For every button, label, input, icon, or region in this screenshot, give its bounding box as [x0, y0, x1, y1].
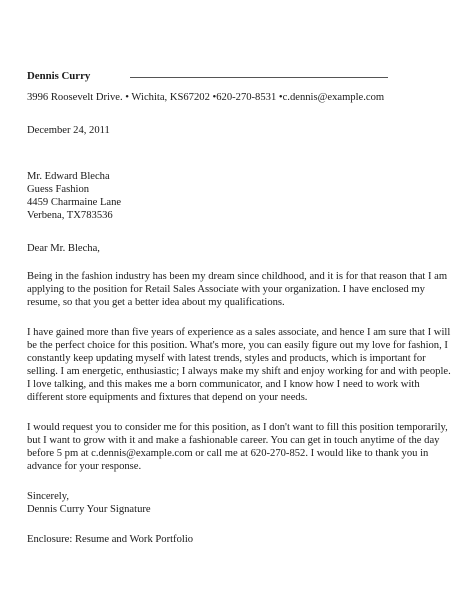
sender-address: 3996 Roosevelt Drive. • Wichita, KS67202 •620-270-8531 •c.dennis@example.com — [27, 92, 385, 103]
signature: Dennis Curry Your Signature — [27, 504, 151, 515]
paragraph-line: different store equipments and fixtures that depend on your needs. — [27, 392, 308, 403]
paragraph-line: resume, so that you get a better idea about my qualifications. — [27, 297, 285, 308]
recipient-line: Mr. Edward Blecha — [27, 171, 110, 182]
letterhead — [27, 70, 447, 84]
recipient-line: 4459 Charmaine Lane — [27, 197, 122, 208]
closing — [27, 490, 447, 516]
letter-date: December 24, 2011 — [27, 125, 110, 136]
salutation: Dear Mr. Blecha, — [27, 243, 100, 254]
body-paragraph-2 — [27, 326, 451, 404]
recipient-line: Guess Fashion — [27, 184, 90, 195]
paragraph-line: advance for your response. — [27, 461, 142, 472]
header-rule — [130, 77, 388, 78]
recipient-line: Verbena, TX783536 — [27, 210, 113, 221]
body-paragraph-1 — [27, 270, 447, 309]
sender-name: Dennis Curry — [27, 70, 91, 82]
paragraph-line: before 5 pm at c.dennis@example.com or call me at 620-270-852. I would like to thank you in — [27, 448, 429, 459]
paragraph-line: applying to the position for Retail Sales Associate with your organization. I have enclosed my — [27, 284, 425, 295]
recipient-address — [27, 170, 447, 222]
valediction: Sincerely, — [27, 491, 69, 502]
enclosure-note: Enclosure: Resume and Work Portfolio — [27, 534, 194, 545]
paragraph-line: constantly keep updating myself with latest trends, styles and products, which is important for — [27, 353, 426, 364]
body-paragraph-3 — [27, 421, 447, 473]
paragraph-line: I would request you to consider me for this position, as I don't want to fill this position temporarily, — [27, 422, 448, 433]
paragraph-line: Being in the fashion industry has been my dream since childhood, and it is for that reason that I am — [27, 271, 448, 282]
paragraph-line: selling. I am energetic, enthusiastic; I always make my shift and enjoy working for and with people. — [27, 366, 451, 377]
paragraph-line: but I want to grow with it and make a fashionable career. You can get in touch anytime of the day — [27, 435, 440, 446]
paragraph-line: I love talking, and this makes me a born communicator, and I know how I need to work with — [27, 379, 420, 390]
cover-letter — [27, 70, 451, 546]
paragraph-line: I have gained more than five years of experience as a sales associate, and hence I am sure that I will — [27, 327, 451, 338]
paragraph-line: be the perfect choice for this position. What's more, you can easily figure out my love for fashion, I — [27, 340, 448, 351]
